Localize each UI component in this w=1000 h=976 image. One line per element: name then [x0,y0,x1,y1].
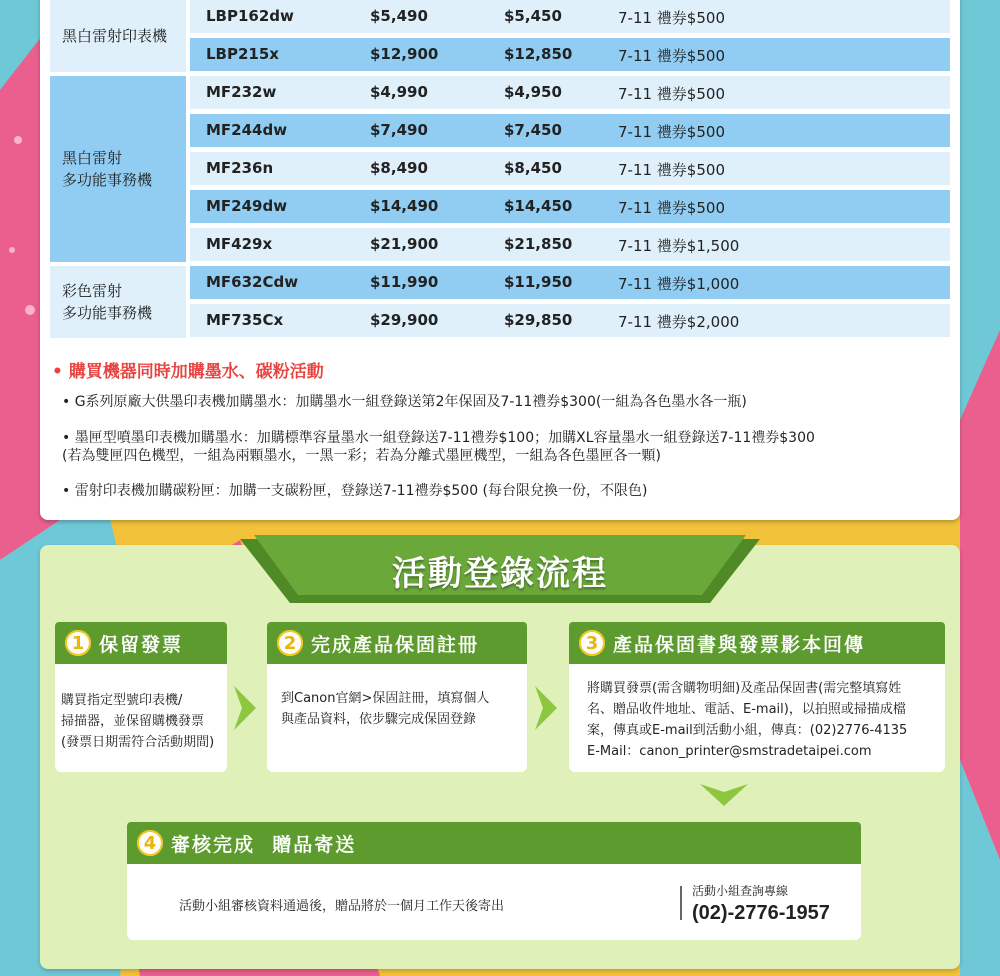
hotline-number: (02)-2776-1957 [692,902,830,924]
model-cell: LBP215x [206,45,279,63]
gift-cell: 7-11 禮券$500 [618,47,725,65]
model-cell: MF232w [206,83,277,101]
promo-price-cell: $12,850 [504,45,573,63]
promo-price-cell: $5,450 [504,7,562,25]
group-label: 彩色雷射 多功能事務機 [50,266,186,338]
addon-note: • 墨匣型噴墨印表機加購墨水：加購標準容量墨水一組登錄送7-11禮券$100；加購XL容量墨水一組登錄送7-11禮券$300 [62,430,815,446]
divider [680,886,682,920]
step-number: 3 [579,630,605,656]
addon-note: (若為雙匣四色機型，一組為兩顆墨水，一黑一彩；若為分離式墨匣機型，一組為各色墨匣各一顆) [62,448,661,464]
addon-note: • G系列原廠大供墨印表機加購墨水：加購墨水一組登錄送第2年保固及7-11禮券$300(一組為各色墨水各一瓶) [62,394,747,410]
price-cell: $8,490 [370,159,428,177]
step-title: 完成產品保固註冊 [311,633,480,656]
table-row [190,304,950,337]
price-cell: $21,900 [370,235,439,253]
model-cell: MF244dw [206,121,288,139]
chevron-down-icon [698,782,750,808]
gift-cell: 7-11 禮券$500 [618,9,725,27]
step-1-header [55,622,227,664]
step-2-body: 到Canon官網>保固註冊，填寫個人 與產品資料，依步驟完成保固登錄 [267,664,527,772]
table-row [190,76,950,109]
gift-cell: 7-11 禮券$500 [618,161,725,179]
step-2-header [267,622,527,664]
step-title: 保留發票 [99,633,184,656]
price-cell: $12,900 [370,45,439,63]
price-cell: $5,490 [370,7,428,25]
addon-note: • 雷射印表機加購碳粉匣：加購一支碳粉匣，登錄送7-11禮券$500 (每台限兌換一份，不限色) [62,483,648,499]
process-title: 活動登錄流程 [392,554,608,594]
hotline-label: 活動小組查詢專線 [692,884,789,898]
gift-cell: 7-11 禮券$2,000 [618,313,740,331]
step-title: 審核完成 贈品寄送 [171,833,357,856]
promo-price-cell: $29,850 [504,311,573,329]
price-cell: $29,900 [370,311,439,329]
step-3-body: 將購買發票(需含購物明細)及產品保固書(需完整填寫姓 名、贈品收件地址、電話、E-mail)，以拍照或掃描成檔 案，傳真或E-mail到活動小組，傳真：(02)2776-4135 E-Mail：canon_printer@smstradetaipei.com [569,664,945,772]
table-row [190,38,950,71]
price-cell: $11,990 [370,273,439,291]
price-cell: $7,490 [370,121,428,139]
gift-cell: 7-11 禮券$500 [618,85,725,103]
step-number: 2 [277,630,303,656]
promo-price-cell: $8,450 [504,159,562,177]
table-row [190,114,950,147]
promo-price-cell: $11,950 [504,273,573,291]
model-cell: MF735Cx [206,311,284,329]
step-4-body: 活動小組審核資料通過後，贈品將於一個月工作天後寄出 [127,864,861,940]
group-label: 黑白雷射印表機 [50,0,186,72]
table-row [190,152,950,185]
model-cell: MF236n [206,159,274,177]
gift-cell: 7-11 禮券$500 [618,123,725,141]
group-label: 黑白雷射 多功能事務機 [50,76,186,262]
table-row [190,266,950,299]
model-cell: MF249dw [206,197,288,215]
step-1-body: 購買指定型號印表機/ 掃描器，並保留購機發票 (發票日期需符合活動期間) [55,664,227,772]
model-cell: MF632Cdw [206,273,299,291]
table-row [190,228,950,261]
price-cell: $4,990 [370,83,428,101]
chevron-right-icon [533,684,559,732]
step-title: 產品保固書與發票影本回傳 [613,633,866,656]
promo-price-cell: $21,850 [504,235,573,253]
model-cell: MF429x [206,235,273,253]
promo-price-cell: $4,950 [504,83,562,101]
table-row [190,0,950,33]
step-4-header [127,822,861,864]
gift-cell: 7-11 禮券$1,000 [618,275,740,293]
step-number: 1 [65,630,91,656]
promo-price-cell: $7,450 [504,121,562,139]
chevron-right-icon [232,684,258,732]
promo-price-cell: $14,450 [504,197,573,215]
price-cell: $14,490 [370,197,439,215]
step-3-header [569,622,945,664]
table-row [190,190,950,223]
step-number: 4 [137,830,163,856]
gift-cell: 7-11 禮券$1,500 [618,237,740,255]
gift-cell: 7-11 禮券$500 [618,199,725,217]
model-cell: LBP162dw [206,7,294,25]
addon-promo-title: • 購買機器同時加購墨水、碳粉活動 [52,362,324,382]
